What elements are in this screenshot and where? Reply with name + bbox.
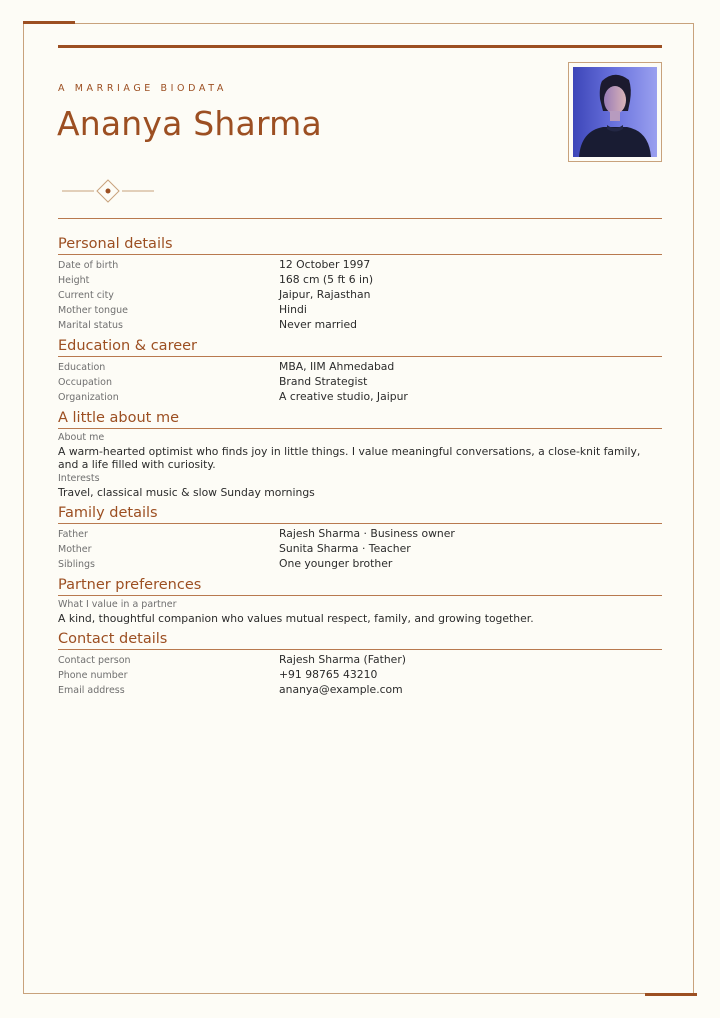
detail-value: One younger brother bbox=[279, 557, 393, 570]
partner-preferences-section bbox=[58, 576, 662, 625]
detail-value: Sunita Sharma · Teacher bbox=[279, 542, 411, 555]
section-title: A little about me bbox=[58, 409, 662, 429]
personal-details-section bbox=[58, 235, 662, 332]
interests-label: Interests bbox=[58, 473, 100, 484]
detail-value: Never married bbox=[279, 318, 357, 331]
contact-details-section bbox=[58, 630, 662, 697]
detail-value: A creative studio, Jaipur bbox=[279, 390, 408, 403]
detail-label: Occupation bbox=[58, 377, 112, 388]
detail-row bbox=[58, 317, 662, 332]
top-rule bbox=[58, 45, 662, 48]
detail-value: 168 cm (5 ft 6 in) bbox=[279, 273, 374, 286]
detail-label: Email address bbox=[58, 685, 125, 696]
section-title: Education & career bbox=[58, 337, 662, 357]
diamond-ornament-icon bbox=[62, 177, 154, 205]
interests-text: Travel, classical music & slow Sunday mornings bbox=[58, 486, 315, 499]
family-details-section bbox=[58, 504, 662, 571]
detail-row bbox=[58, 652, 662, 667]
detail-label: Contact person bbox=[58, 655, 131, 666]
detail-row bbox=[58, 272, 662, 287]
detail-row bbox=[58, 302, 662, 317]
about-text: A warm-hearted optimist who finds joy in little things. I value meaningful conversations, a close-knit family, and a life filled with curiosity. bbox=[58, 445, 641, 471]
detail-label: Date of birth bbox=[58, 260, 119, 271]
detail-value: 12 October 1997 bbox=[279, 258, 371, 271]
detail-row bbox=[58, 667, 662, 682]
biodata-content bbox=[58, 235, 662, 702]
profile-photo bbox=[573, 67, 657, 157]
detail-value: Brand Strategist bbox=[279, 375, 368, 388]
detail-label: Current city bbox=[58, 290, 114, 301]
detail-label: Father bbox=[58, 529, 88, 540]
detail-row bbox=[58, 682, 662, 697]
detail-label: Organization bbox=[58, 392, 119, 403]
preferences-text: A kind, thoughtful companion who values mutual respect, family, and growing together. bbox=[58, 612, 534, 625]
detail-label: Education bbox=[58, 362, 106, 373]
preferences-label: What I value in a partner bbox=[58, 599, 177, 610]
header-divider bbox=[58, 218, 662, 219]
about-section bbox=[58, 409, 662, 499]
detail-row bbox=[58, 359, 662, 374]
detail-row bbox=[58, 541, 662, 556]
detail-label: Mother tongue bbox=[58, 305, 128, 316]
detail-value: Hindi bbox=[279, 303, 307, 316]
detail-label: Mother bbox=[58, 544, 92, 555]
section-title: Contact details bbox=[58, 630, 662, 650]
document-eyebrow: A MARRIAGE BIODATA bbox=[58, 83, 228, 94]
section-title: Personal details bbox=[58, 235, 662, 255]
profile-name: Ananya Sharma bbox=[57, 104, 322, 143]
education-career-section bbox=[58, 337, 662, 404]
detail-value: Jaipur, Rajasthan bbox=[279, 288, 371, 301]
section-title: Family details bbox=[58, 504, 662, 524]
detail-label: Phone number bbox=[58, 670, 128, 681]
phone-number: +91 98765 43210 bbox=[279, 668, 378, 681]
detail-row bbox=[58, 389, 662, 404]
detail-row bbox=[58, 287, 662, 302]
corner-accent-top-left bbox=[23, 21, 75, 24]
email-address: ananya@example.com bbox=[279, 683, 403, 696]
detail-label: Siblings bbox=[58, 559, 95, 570]
corner-accent-bottom-right bbox=[645, 993, 697, 996]
detail-label: Marital status bbox=[58, 320, 123, 331]
detail-row bbox=[58, 526, 662, 541]
detail-row bbox=[58, 374, 662, 389]
section-title: Partner preferences bbox=[58, 576, 662, 596]
detail-value: MBA, IIM Ahmedabad bbox=[279, 360, 395, 373]
detail-value: Rajesh Sharma · Business owner bbox=[279, 527, 455, 540]
detail-row bbox=[58, 257, 662, 272]
detail-value: Rajesh Sharma (Father) bbox=[279, 653, 406, 666]
about-label: About me bbox=[58, 432, 105, 443]
profile-photo-frame bbox=[568, 62, 662, 162]
detail-row bbox=[58, 556, 662, 571]
detail-label: Height bbox=[58, 275, 90, 286]
